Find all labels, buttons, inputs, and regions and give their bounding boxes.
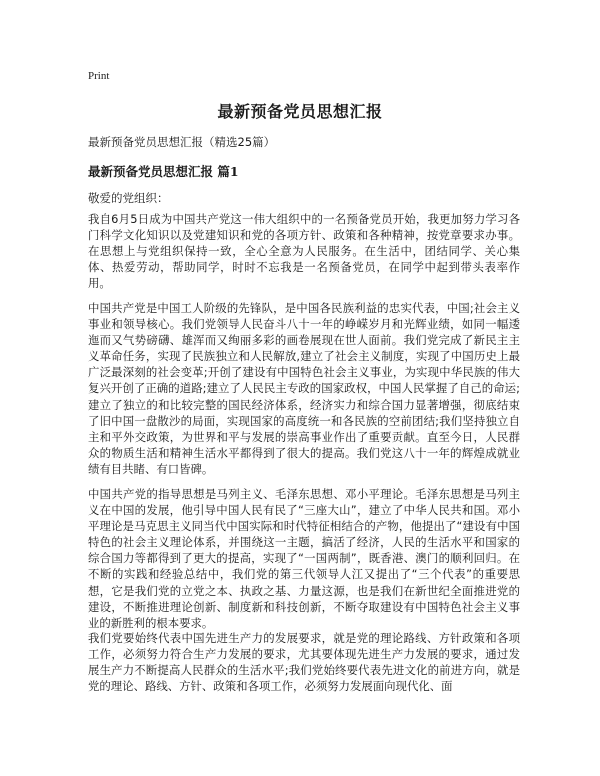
document-title: 最新预备党员思想汇报 <box>217 102 383 121</box>
paragraph-3: 中国共产党的指导思想是马列主义、毛泽东思想、邓小平理论。毛泽东思想是马列主义在中国的发展，他引导中国人民有民了“三座大山”，建立了中华人民共和国。邓小平理论是马克思主义同当代中国实际和时代特征相结合的产物，他提出了“建设有中国特色的社会主义理论体系，并围绕这一主题，搞活了经济，人民的生活水平和国家的综合国力等都得到了更大的提高，实现了“一国两制”，既香港、澳门的顺利回归。在不断的实践和经验总结中，我们党的第三代领导人江又提出了“三个代表”的重要思想，它是我们党的立党之本、执政之基、力量这源，也是我们在新世纪全面推进党的建设，不断推进理论创新、制度新和科技创新，不断夺取建设有中国特色社会主义事业的新胜利的根本要求。 <box>88 487 520 630</box>
paragraph-2: 中国共产党是中国工人阶级的先锋队，是中国各民族利益的忠实代表，中国;社会主义事业和领导核心。我们党领导人民奋斗八十一年的峥嵘岁月和光辉业绩，如同一幅逶迤而又气势磅礴、雄浑而又绚丽多彩的画卷展现在世人面前。我们党完成了新民主主义革命任务，实现了民族独立和人民解放,建立了社会主义制度，实现了中国历史上最广泛最深刻的社会变革;开创了建设有中国特色社会主义事业，为实现中华民族的伟大复兴开创了正确的道路;建立了人民民主专政的国家政权，中国人民掌握了自己的命运;建立了独立的和比较完整的国民经济体系，经济实力和综合国力显著增强，彻底结束了旧中国一盘散沙的局面，实现国家的高度统一和各民族的空前团结;我们坚持独立自主和平外交政策，为世界和平与发展的崇高事业作出了重要贡献。直至今日，人民群众的物质生活和精神生活水平都得到了很大的提高。我们党这八十一年的辉煌成就业绩有目共睹、有口皆碑。 <box>88 301 520 476</box>
salutation: 敬爱的党组织： <box>88 191 169 205</box>
document-subtitle: 最新预备党员思想汇报（精选25篇） <box>88 135 276 149</box>
paragraph-4: 我们党要始终代表中国先进生产力的发展要求，就是党的理论路线、方针政策和各项工作，必须努力符合生产力发展的要求，尤其要体现先进生产力发展的要求，通过发展生产力不断提高人民群众的生活水平;我们党始终要代表先进文化的前进方向，就是党的理论、路线、方针、政策和各项工作，必须努力发展面向现代化、面 <box>88 631 520 694</box>
print-link[interactable]: Print <box>88 70 110 82</box>
section-heading: 最新预备党员思想汇报 篇1 <box>88 164 239 179</box>
paragraph-1: 我自6月5日成为中国共产党这一伟大组织中的一名预备党员开始，我更加努力学习各门科学文化知识以及党建知识和党的各项方针、政策和各种精神，按党章要求办事。在思想上与党组织保持一致，全心全意为人民服务。在生活中，团结同学、关心集体、热爱劳动，帮助同学，时时不忘我是一名预备党员，在同学中起到带头表率作用。 <box>88 212 520 291</box>
